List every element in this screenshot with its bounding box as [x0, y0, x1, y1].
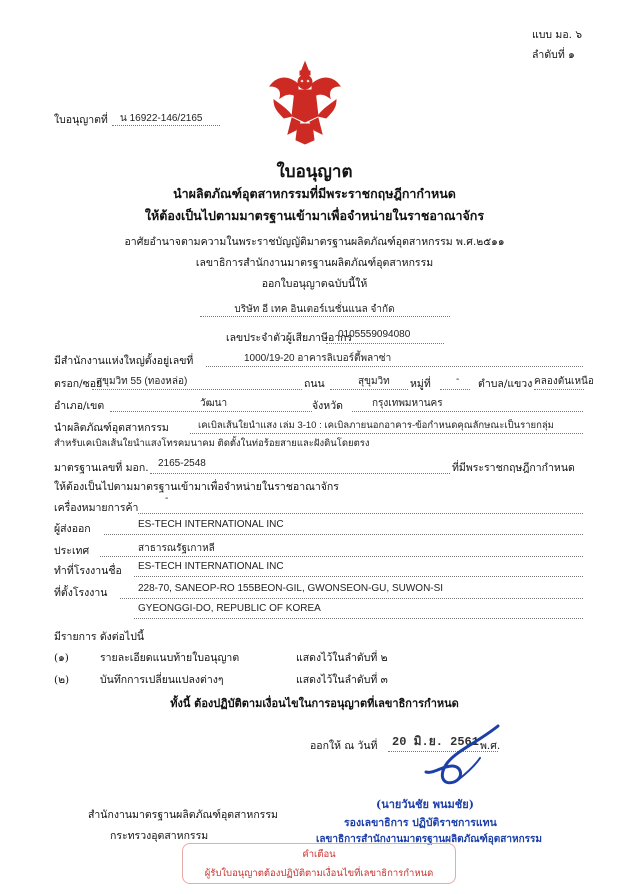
- subdistrict-label: ตำบล/แขวง: [478, 378, 533, 390]
- signatory-title-1: รองเลขาธิการ ปฏิบัติราชการแทน: [344, 817, 497, 829]
- product-label: นำผลิตภัณฑ์อุตสาหกรรม: [54, 422, 169, 434]
- title-line-2: ให้ต้องเป็นไปตามมาตรฐานเข้ามาเพื่อจำหน่ายในราชอาณาจักร: [144, 208, 485, 223]
- tax-label: เลขประจำตัวผู้เสียภาษีอากร: [226, 332, 353, 344]
- district-label: อำเภอ/เขต: [54, 400, 105, 412]
- location-label: ที่ตั้งโรงงาน: [54, 587, 108, 599]
- licensee-name: บริษัท อี เทค อินเตอร์เนชั่นแนล จำกัด: [234, 304, 395, 315]
- garuda-emblem: [268, 60, 342, 146]
- factory-value: ES-TECH INTERNATIONAL INC: [138, 561, 284, 572]
- title-line-1: นำผลิตภัณฑ์อุตสาหกรรมที่มีพระราชกฤษฎีกากำหนด: [173, 186, 456, 201]
- factory-label: ทำที่โรงงานชื่อ: [54, 565, 122, 577]
- signatory-name: (นายวันชัย พนมชัย): [376, 798, 474, 811]
- soi-label: ตรอก/ซอย: [54, 378, 103, 390]
- license-label: ใบอนุญาตที่: [54, 114, 108, 126]
- subdistrict-value: คลองตันเหนือ: [534, 376, 594, 387]
- attachment-text-2: บันทึกการเปลี่ยนแปลงต่างๆ: [100, 674, 224, 686]
- warning-text: ผู้รับใบอนุญาตต้องปฏิบัติตามเงื่อนไขที่เลขาธิการกำหนด: [204, 868, 434, 879]
- product-line-1: เคเบิลเส้นใยนำแสง เล่ม 3-10 : เคเบิลภายนอกอาคาร-ข้อกำหนดคุณลักษณะเป็นรายกลุ่ม: [198, 420, 554, 431]
- location-line-1: 228-70, SANEOP-RO 155BEON-GIL, GWONSEON-GU, SUWON-SI: [138, 583, 444, 594]
- country-value: สาธารณรัฐเกาหลี: [138, 543, 215, 554]
- preamble-line-1: อาศัยอำนาจตามความในพระราชบัญญัติมาตรฐานผลิตภัณฑ์อุตสาหกรรม พ.ศ.๒๕๑๑: [124, 236, 505, 248]
- standard-number: 2165-2548: [158, 458, 206, 469]
- office-line-1: สำนักงานมาตรฐานผลิตภัณฑ์อุตสาหกรรม: [88, 809, 278, 821]
- tax-id: 0105559094080: [338, 329, 411, 340]
- country-label: ประเทศ: [54, 545, 90, 557]
- district-value: วัฒนา: [200, 398, 228, 409]
- license-number: น 16922-146/2165: [120, 113, 203, 124]
- form-code: แบบ มอ. ๖: [532, 29, 583, 41]
- location-line-2: GYEONGGI-DO, REPUBLIC OF KOREA: [138, 603, 321, 614]
- attachment-num-1: (๑): [54, 652, 69, 664]
- issue-label: ออกให้ ณ วันที่: [310, 740, 378, 752]
- sender-label: ผู้ส่งออก: [54, 523, 91, 535]
- moo-value: -: [456, 374, 460, 385]
- sender-value: ES-TECH INTERNATIONAL INC: [138, 519, 284, 530]
- office-line-2: กระทรวงอุตสาหกรรม: [110, 830, 209, 842]
- soi-value: สุขุมวิท 55 (ทองหล่อ): [96, 376, 188, 387]
- document-title: ใบอนุญาต: [276, 162, 353, 182]
- warning-title: คำเตือน: [302, 849, 336, 860]
- province-value: กรุงเทพมหานคร: [372, 398, 443, 409]
- product-line-2: สำหรับเคเบิลเส้นใยนำแสงโทรคมนาคม ติดตั้งในท่อร้อยสายและฝังดินโดยตรง: [54, 438, 370, 449]
- trademark-label: เครื่องหมายการค้า: [54, 502, 139, 514]
- attachment-text-1: รายละเอียดแนบท้ายใบอนุญาต: [100, 652, 240, 664]
- preamble-line-2: เลขาธิการสำนักงานมาตรฐานผลิตภัณฑ์อุตสาหกรรม: [195, 257, 434, 269]
- province-label: จังหวัด: [312, 400, 343, 412]
- condition-text: ทั้งนี้ ต้องปฏิบัติตามเงื่อนไขในการอนุญาตที่เลขาธิการกำหนด: [170, 697, 459, 710]
- attachment-ref-1: แสดงไว้ในลำดับที่ ๒: [296, 652, 388, 664]
- sequence-number: ลำดับที่ ๑: [532, 49, 575, 61]
- preamble-line-3: ออกใบอนุญาตฉบับนี้ให้: [261, 278, 368, 290]
- warning-box: [182, 843, 456, 884]
- hq-address: 1000/19-20 อาคารลิเบอร์ตี้พลาซ่า: [244, 353, 392, 364]
- signatory-title-2: เลขาธิการสำนักงานมาตรฐานผลิตภัณฑ์อุตสาหกรรม: [316, 834, 542, 845]
- moo-label: หมู่ที่: [410, 378, 431, 390]
- attachment-num-2: (๒): [54, 674, 70, 686]
- signature: [418, 722, 508, 792]
- issue-date: 20 มิ.ย. 2561: [392, 735, 479, 749]
- road-value: สุขุมวิท: [358, 376, 390, 387]
- road-label: ถนน: [304, 378, 325, 390]
- hq-label: มีสำนักงานแห่งใหญ่ตั้งอยู่เลขที่: [54, 355, 194, 367]
- issue-year-label: พ.ศ.: [480, 740, 501, 752]
- standard-suffix: ที่มีพระราชกฤษฎีกากำหนด: [452, 462, 575, 474]
- attachment-ref-2: แสดงไว้ในลำดับที่ ๓: [296, 674, 388, 686]
- trademark-value: -: [165, 493, 169, 504]
- standard-label: มาตรฐานเลขที่ มอก.: [54, 462, 149, 474]
- conform-text: ให้ต้องเป็นไปตามมาตรฐานเข้ามาเพื่อจำหน่ายในราชอาณาจักร: [54, 481, 339, 493]
- attachments-heading: มีรายการ ดังต่อไปนี้: [54, 631, 145, 643]
